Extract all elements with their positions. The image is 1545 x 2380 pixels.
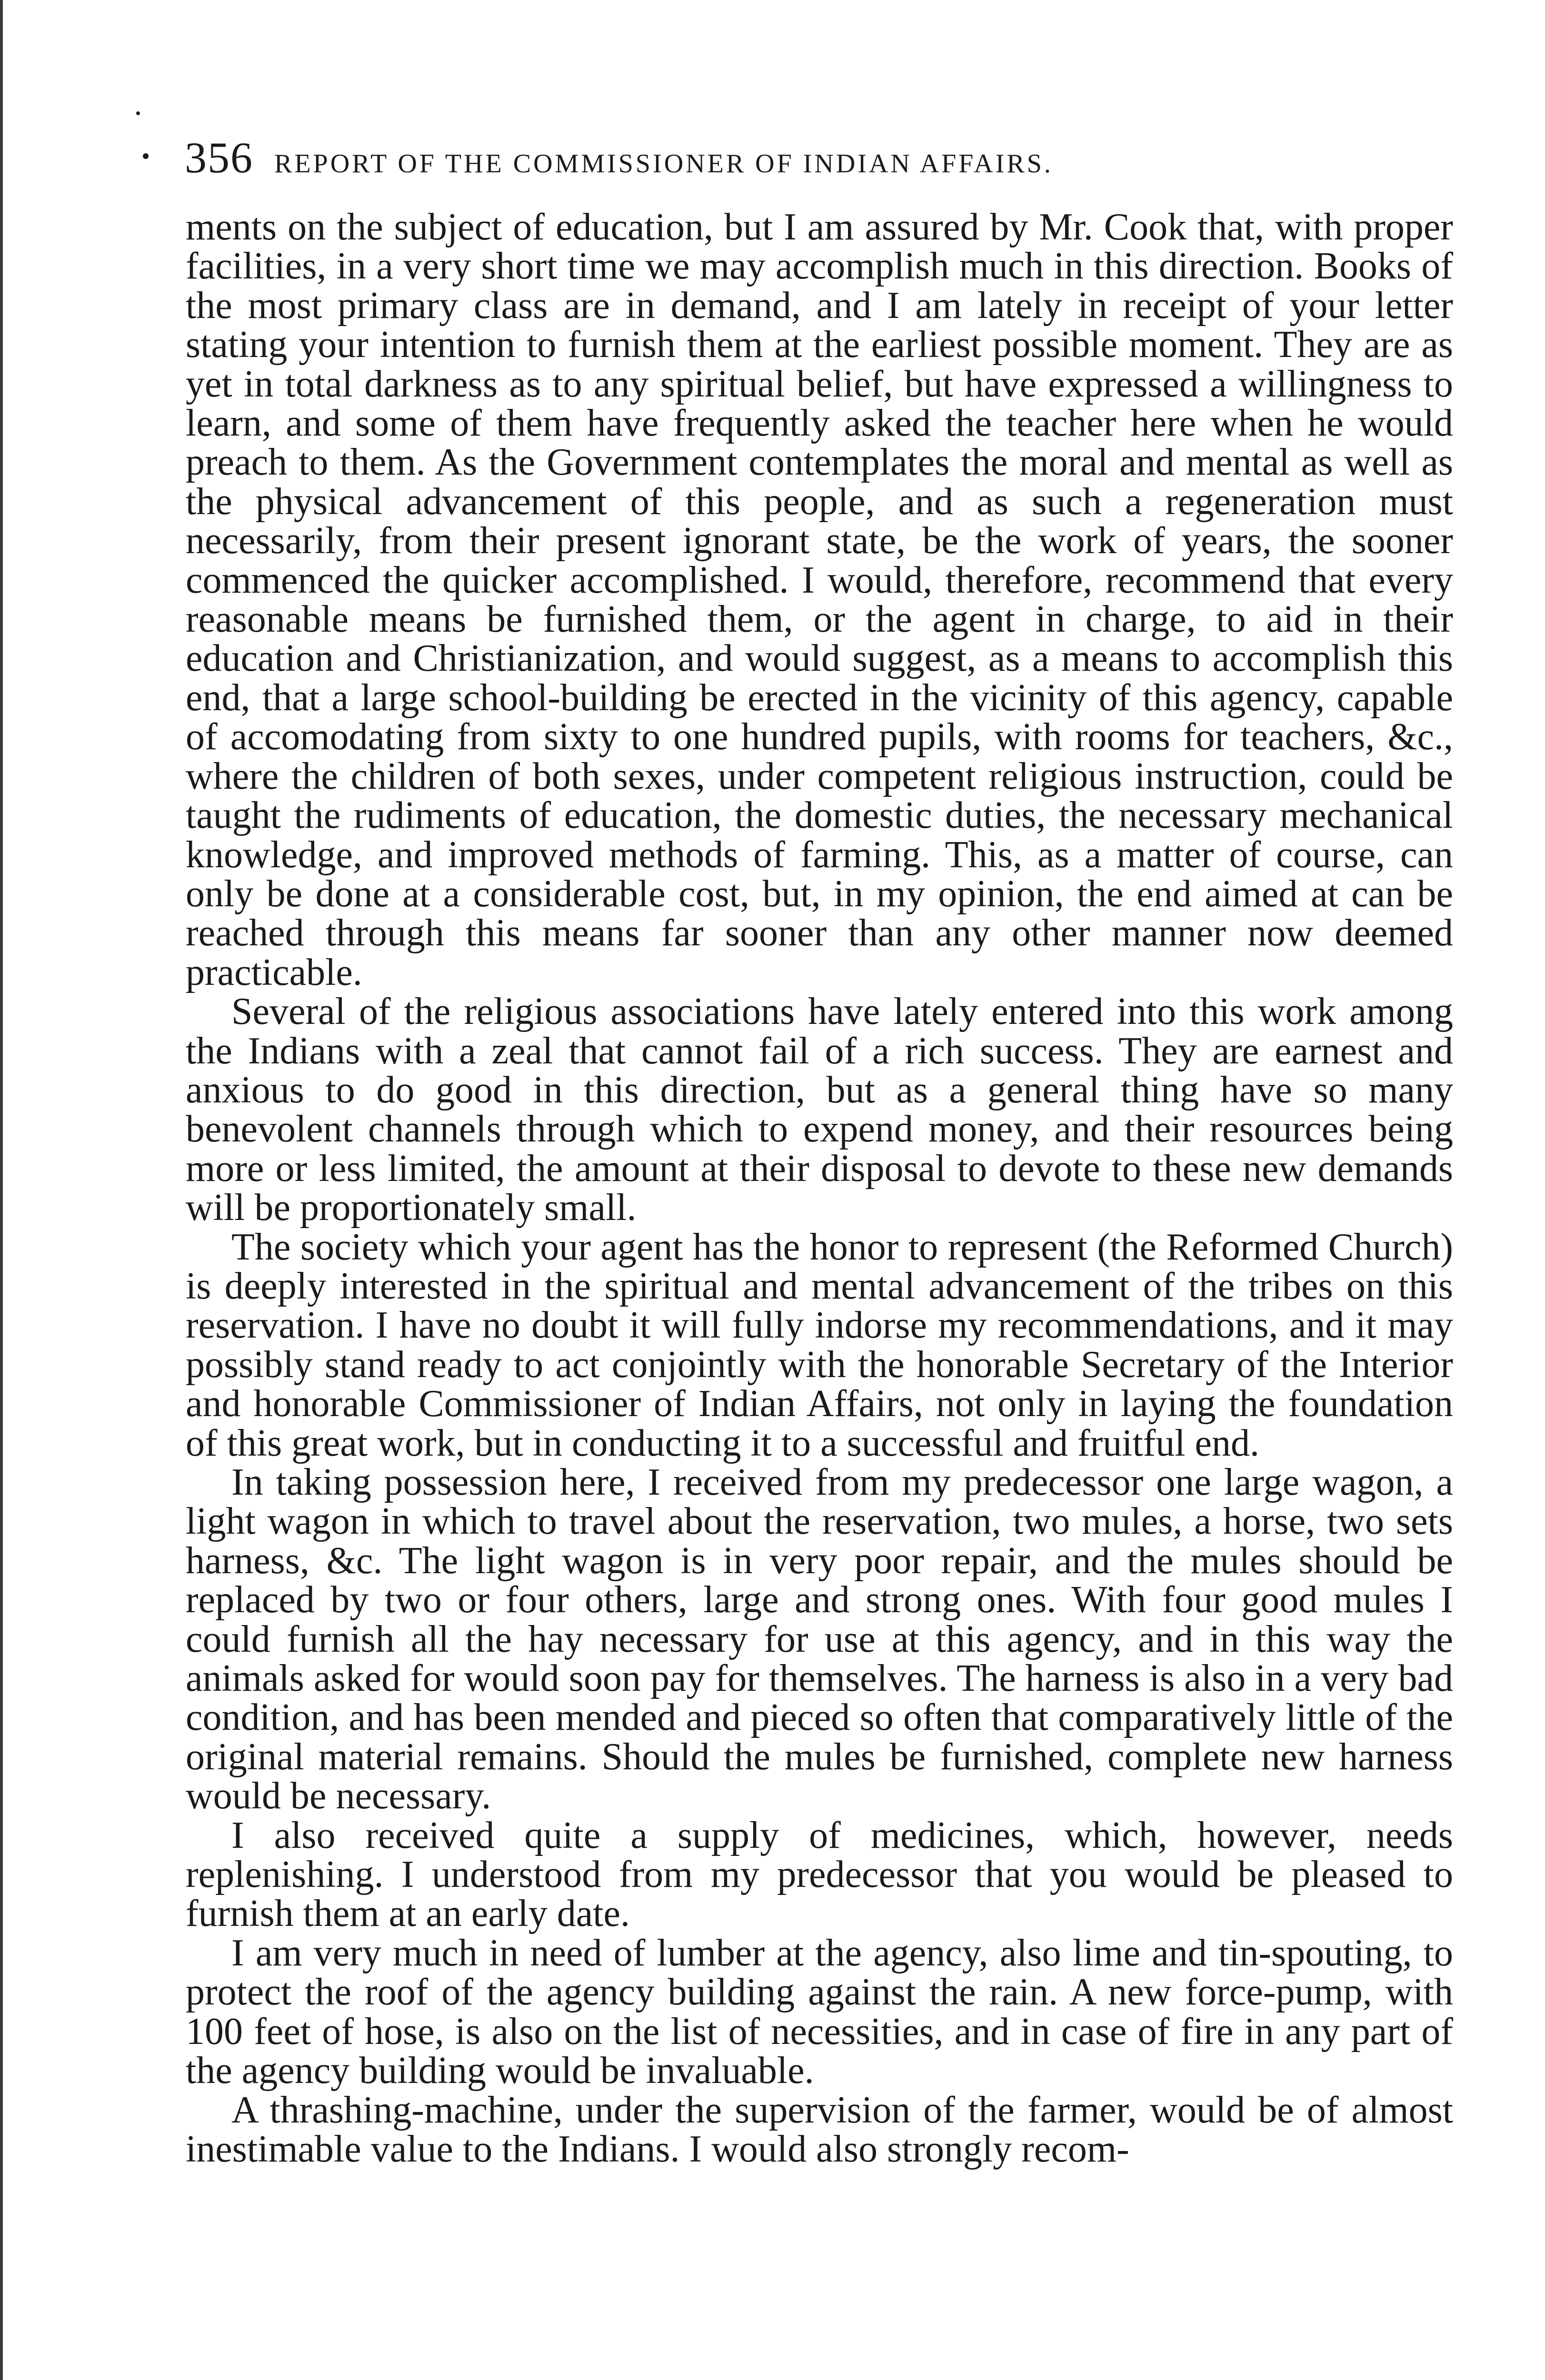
- paragraph-wagons-and-mules: In taking possession here, I received from my predecessor one large wagon, a light wagon in which to travel about the reservation, two mules, a horse, two sets harness, &c. The light wagon is in very poor repair, and the mules should be replaced by two or four others, large and strong ones. With four good mules I could furnish all the hay necessary for use at this agency, and in this way the animals asked for would soon pay for themselves. The harness is also in a very bad condition, and has been mended and pieced so often that comparatively little of the original material remains. Should the mules be furnished, complete new harness would be necessary.: [186, 1461, 1453, 1817]
- page-number: 356: [185, 133, 253, 182]
- page-header: [185, 132, 1356, 185]
- paragraph-medicines: I also received quite a supply of medicines, which, however, needs replenishing. I understood from my predecessor that you would be pleased to furnish them at an early date.: [186, 1814, 1453, 1935]
- margin-mark: [143, 153, 149, 159]
- paragraph-thrashing-machine: A thrashing-machine, under the supervision of the farmer, would be of almost inestimable value to the Indians. I would also strongly recom-: [186, 2089, 1453, 2170]
- running-title: REPORT OF THE COMMISSIONER OF INDIAN AFFAIRS.: [274, 149, 1053, 178]
- scan-speck: [136, 111, 140, 115]
- paragraph-continued: ments on the subject of education, but I am assured by Mr. Cook that, with proper facilities, in a very short time we may accomplish much in this direction. Books of the most primary class are in demand, and I am lately in receipt of your letter stating your intention to furnish them at the earliest possible moment. They are as yet in total darkness as to any spiritual belief, but have expressed a willingness to learn, and some of them have frequently asked the teacher here when he would preach to them. As the Government contemplates the moral and mental as well as the physical advancement of this people, and as such a regeneration must necessarily, from their present ignorant state, be the work of years, the sooner commenced the quicker accomplished. I would, therefore, recommend that every reasonable means be furnished them, or the agent in charge, to aid in their education and Christianization, and would suggest, as a means to accomplish this end, that a large school-building be erected in the vicinity of this agency, capable of accomodating from sixty to one hundred pupils, with rooms for teachers, &c., where the children of both sexes, under competent religious instruction, could be taught the rudiments of education, the domestic duties, the necessary mechanical knowledge, and improved methods of farming. This, as a matter of course, can only be done at a considerable cost, but, in my opinion, the end aimed at can be reached through this means far sooner than any other manner now deemed practicable.: [186, 206, 1453, 993]
- paragraph-reformed-church: The society which your agent has the honor to represent (the Reformed Church) is deeply interested in the spiritual and mental advancement of the tribes on this reservation. I have no doubt it will fully indorse my recommendations, and it may possibly stand ready to act conjointly with the honorable Secretary of the Interior and honorable Commissioner of Indian Affairs, not only in laying the foundation of this great work, but in conducting it to a successful and fruitful end.: [186, 1226, 1453, 1464]
- scan-border: [0, 0, 3, 2380]
- body-text: [186, 208, 1453, 2169]
- paragraph-lumber: I am very much in need of lumber at the agency, also lime and tin-spouting, to protect the roof of the agency building against the rain. A new force-pump, with 100 feet of hose, is also on the list of necessities, and in case of fire in any part of the agency building would be invaluable.: [186, 1932, 1453, 2092]
- paragraph-religious-associations: Several of the religious associations have lately entered into this work among the Indians with a zeal that cannot fail of a rich success. They are earnest and anxious to do good in this direction, but as a general thing have so many benevolent channels through which to expend money, and their resources being more or less limited, the amount at their disposal to devote to these new demands will be proportionately small.: [186, 991, 1453, 1229]
